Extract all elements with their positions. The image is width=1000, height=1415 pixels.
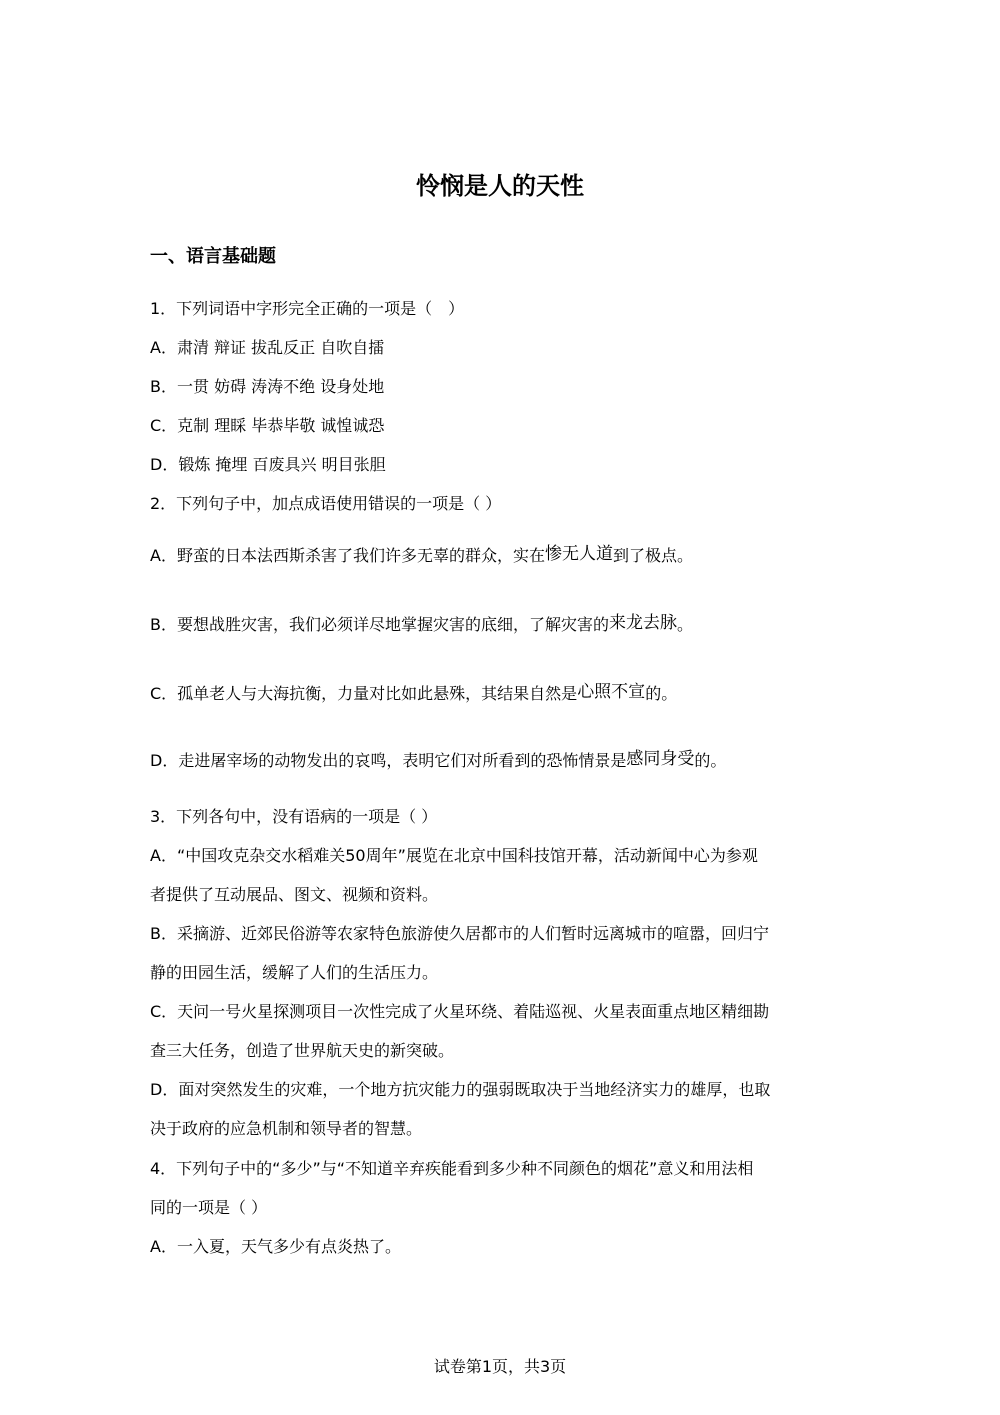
question-2-option-c <box>150 683 677 705</box>
dotted-idiom: 来龙去脉 <box>608 613 677 633</box>
question-3-option-d-line-1: D．面对突然发生的灾难，一个地方抗灾能力的强弱既取决于当地经济实力的雄厚，也取 <box>150 1080 771 1099</box>
option-text: B．要想战胜灾害，我们必须详尽地掌握灾害的底细，了解灾害的 <box>150 615 609 634</box>
page-footer: 试卷第1页，共3页 <box>433 1357 567 1376</box>
question-1-option-a: A．肃清 辩证 拔乱反正 自吹自擂 <box>150 338 385 357</box>
option-text: C．孤单老人与大海抗衡，力量对比如此悬殊，其结果自然是 <box>150 684 578 703</box>
question-1-option-d: D．锻炼 掩埋 百废具兴 明目张胆 <box>150 455 386 474</box>
question-3-option-b-line-2: 静的田园生活，缓解了人们的生活压力。 <box>150 963 439 982</box>
question-3-option-d-line-2: 决于政府的应急机制和领导者的智慧。 <box>150 1119 423 1138</box>
question-2-option-b <box>150 614 693 636</box>
dotted-idiom: 感同身受 <box>626 749 695 769</box>
option-text: 的。 <box>694 751 727 770</box>
question-1-option-b: B．一贯 妨碍 涛涛不绝 设身处地 <box>150 377 385 396</box>
question-3-option-a-line-2: 者提供了互动展品、图文、视频和资料。 <box>150 885 439 904</box>
question-2-option-d <box>150 750 726 772</box>
option-text: 的。 <box>645 684 678 703</box>
option-text: A．野蛮的日本法西斯杀害了我们许多无辜的群众，实在 <box>150 546 545 565</box>
document-title: 怜悯是人的天性 <box>416 172 584 200</box>
question-3-option-c-line-1: C．天问一号火星探测项目一次性完成了火星环绕、着陆巡视、火星表面重点地区精细勘 <box>150 1002 770 1021</box>
option-text: D．走进屠宰场的动物发出的哀鸣，表明它们对所看到的恐怖情景是 <box>150 751 627 770</box>
question-3-option-a-line-1: A．“中国攻克杂交水稻难关50周年”展览在北京中国科技馆开幕，活动新闻中心为参观 <box>150 846 758 865</box>
section-heading: 一、语言基础题 <box>150 246 276 267</box>
option-text: 。 <box>676 615 693 634</box>
question-2-stem: 2．下列句子中，加点成语使用错误的一项是（ ） <box>150 494 502 513</box>
question-1-stem: 1．下列词语中字形完全正确的一项是（ ） <box>150 299 465 318</box>
question-4-stem-line-1: 4．下列句子中的“多少”与“不知道辛弃疾能看到多少种不同颜色的烟花”意义和用法相 <box>150 1159 754 1178</box>
dotted-idiom: 心照不宣 <box>577 682 646 702</box>
option-text: 到了极点。 <box>612 546 693 565</box>
question-3-option-b-line-1: B．采摘游、近郊民俗游等农家特色旅游使久居都市的人们暂时远离城市的喧嚣，回归宁 <box>150 924 769 943</box>
question-3-option-c-line-2: 查三大任务，创造了世界航天史的新突破。 <box>150 1041 455 1060</box>
question-3-stem: 3．下列各句中，没有语病的一项是（ ） <box>150 807 438 826</box>
question-1-option-c: C．克制 理睬 毕恭毕敬 诚惶诚恐 <box>150 416 385 435</box>
dotted-idiom: 惨无人道 <box>544 544 613 564</box>
question-2-option-a <box>150 545 693 567</box>
question-4-stem-line-2: 同的一项是（ ） <box>150 1198 268 1217</box>
question-4-option-a: A．一入夏，天气多少有点炎热了。 <box>150 1237 401 1256</box>
